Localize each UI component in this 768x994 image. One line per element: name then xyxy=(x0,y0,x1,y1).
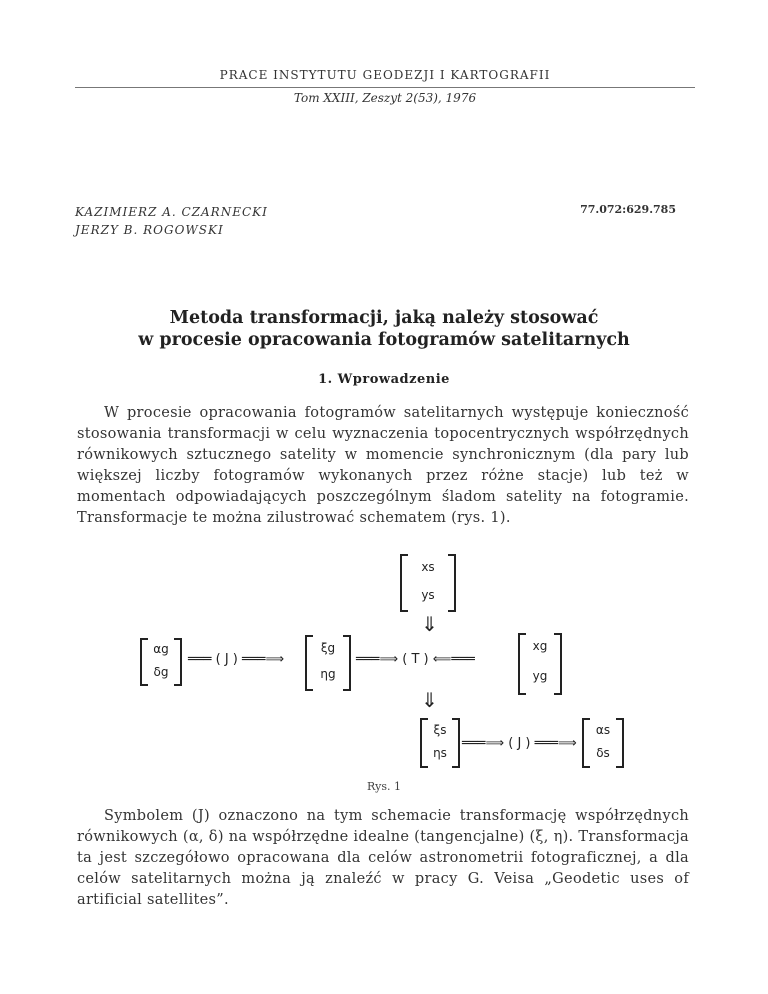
matrix-xi-eta-s xyxy=(420,718,460,768)
matrix-entry: xg xyxy=(532,639,548,653)
matrix-entry: ξs xyxy=(433,723,447,737)
figure-caption: Rys. 1 xyxy=(367,780,401,793)
matrix-entry: δs xyxy=(596,746,610,760)
matrix-entry: xs xyxy=(421,560,435,574)
matrix-xs-ys xyxy=(400,554,456,612)
matrix-entry: δg xyxy=(153,665,169,679)
matrix-entry: αs xyxy=(595,723,611,737)
arrow-down-2: ⇓ xyxy=(421,688,438,712)
matrix-entry: ηs xyxy=(433,746,447,760)
body-paragraph: Symbolem (J) oznaczono na tym schemacie transformację współrzędnych równikowych (α, δ) na współrzędne idealne (tangencjalne) (ξ, η). Transformacja ta jest szczegółowo opracowana dla celów astronometrii fotograficznej, a dla celów satelitarnych można ją znaleźć w pracy G. Veisa „Geodetic uses of artificial satellites”. xyxy=(77,808,689,908)
matrix-entry: ξg xyxy=(320,641,336,655)
matrix-alpha-delta-s xyxy=(582,718,624,768)
section-heading: 1. Wprowadzenie xyxy=(318,372,450,387)
author-name: JERZY B. ROGOWSKI xyxy=(75,223,224,237)
title-line-2: w procesie opracowania fotogramów satelitarnych xyxy=(138,330,630,350)
matrix-entry: yg xyxy=(532,669,548,683)
author-name: KAZIMIERZ A. CZARNECKI xyxy=(75,205,268,219)
paper-title xyxy=(75,307,693,351)
operator-t: ═══⟹ ( T ) ⟸═══ xyxy=(356,652,475,667)
transformation-diagram xyxy=(0,540,768,775)
matrix-xi-eta-g xyxy=(305,635,351,691)
udc-code: 77.072:629.785 xyxy=(580,203,676,216)
matrix-entry: ys xyxy=(421,588,435,602)
title-line-1: Metoda transformacji, jaką należy stosować xyxy=(169,308,599,328)
matrix-entry: ηg xyxy=(320,667,336,681)
arrow-down-1: ⇓ xyxy=(421,612,438,636)
operator-j-1: ═══ ( J ) ═══⟹ xyxy=(188,652,285,667)
journal-name: PRACE INSTYTUTU GEODEZJI I KARTOGRAFII xyxy=(219,68,551,82)
matrix-alpha-delta-g xyxy=(140,638,182,686)
author-list xyxy=(75,203,268,239)
operator-j-2: ═══⟹ ( J ) ═══⟹ xyxy=(462,736,577,751)
matrix-entry: αg xyxy=(153,642,169,656)
intro-paragraph: W procesie opracowania fotogramów satelitarnych występuje konieczność stosowania transformacji w celu wyznaczenia topocentrycznych współrzędnych równikowych sztucznego satelity w momencie synchronicznym (dla pary lub większej liczby fotogramów wykonanych przez różne stacje) lub też w momentach odpowiadających poszczególnym śladom satelity na fotogramie. Transformacje te można zilustrować schematem (rys. 1). xyxy=(77,405,689,526)
matrix-x-y-g xyxy=(518,633,562,695)
issue-info: Tom XXIII, Zeszyt 2(53), 1976 xyxy=(293,91,477,105)
header-rule xyxy=(75,87,695,88)
